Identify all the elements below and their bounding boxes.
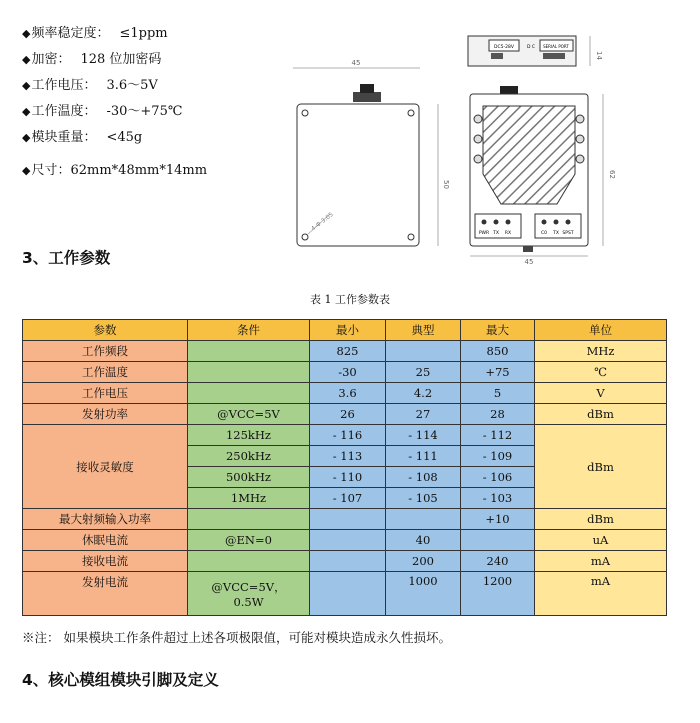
min-cell: - 110 xyxy=(310,467,386,488)
cond-cell: @VCC=5V xyxy=(188,404,310,425)
pin-label: TX xyxy=(553,231,559,236)
unit-cell: uA xyxy=(535,530,667,551)
typ-cell: 1000 xyxy=(386,572,461,616)
param-cell: 工作温度 xyxy=(23,362,188,383)
min-cell: -30 xyxy=(310,362,386,383)
unit-cell: MHz xyxy=(535,341,667,362)
min-cell xyxy=(310,530,386,551)
led-label: PWR xyxy=(478,231,490,236)
front-width-dimension: 45 xyxy=(524,258,534,266)
side-dimension: 14 xyxy=(595,51,603,60)
max-cell: 850 xyxy=(461,341,535,362)
side-view xyxy=(468,36,603,66)
min-cell: 825 xyxy=(310,341,386,362)
min-cell: 26 xyxy=(310,404,386,425)
height-dimension: 50 xyxy=(442,180,450,189)
cond-cell xyxy=(188,572,310,616)
cond-cell: 250kHz xyxy=(188,446,310,467)
table-row xyxy=(23,530,667,551)
typ-cell xyxy=(386,509,461,530)
unit-cell: dBm xyxy=(535,404,667,425)
header-cell: 最小 xyxy=(310,320,386,341)
max-cell: +75 xyxy=(461,362,535,383)
top-view xyxy=(293,59,450,246)
min-cell: - 107 xyxy=(310,488,386,509)
min-cell: 3.6 xyxy=(310,383,386,404)
param-cell: 工作电压 xyxy=(23,383,188,404)
max-cell: 5 xyxy=(461,383,535,404)
min-cell: - 113 xyxy=(310,446,386,467)
table-caption: 表 1 工作参数表 xyxy=(310,293,390,306)
header-cell: 参数 xyxy=(23,320,188,341)
table-row xyxy=(23,572,667,616)
warning-note: ※注： 如果模块工作条件超过上述各项极限值，可能对模块造成永久性损坏。 xyxy=(22,630,451,645)
header-cell: 条件 xyxy=(188,320,310,341)
typ-cell: 40 xyxy=(386,530,461,551)
unit-cell: V xyxy=(535,383,667,404)
unit-cell: dBm xyxy=(535,425,667,509)
max-cell: 28 xyxy=(461,404,535,425)
table-row xyxy=(23,341,667,362)
cond-cell: 1MHz xyxy=(188,488,310,509)
max-cell: - 106 xyxy=(461,467,535,488)
pin-label: C0 xyxy=(540,231,548,236)
typ-cell: 27 xyxy=(386,404,461,425)
led-label: TX xyxy=(493,231,499,236)
param-cell: 工作频段 xyxy=(23,341,188,362)
min-cell xyxy=(310,551,386,572)
cond-cell: @EN=0 xyxy=(188,530,310,551)
typ-cell: 25 xyxy=(386,362,461,383)
max-cell: - 103 xyxy=(461,488,535,509)
cond-line: @VCC=5V， xyxy=(211,579,286,594)
typ-cell: - 114 xyxy=(386,425,461,446)
typ-cell: 200 xyxy=(386,551,461,572)
typ-cell xyxy=(386,341,461,362)
table-row xyxy=(23,509,667,530)
spec-item: ◆频率稳定度： ≤1ppm xyxy=(22,26,168,41)
typ-cell: 4.2 xyxy=(386,383,461,404)
max-cell: +10 xyxy=(461,509,535,530)
cond-cell xyxy=(188,362,310,383)
front-height-dimension: 62 xyxy=(608,170,616,179)
max-cell: 1200 xyxy=(461,572,535,616)
min-cell: - 116 xyxy=(310,425,386,446)
port-label: DC5-28V xyxy=(494,45,514,50)
unit-cell: mA xyxy=(535,551,667,572)
pin-label: SPST xyxy=(562,231,574,236)
unit-cell: dBm xyxy=(535,509,667,530)
param-cell: 发射功率 xyxy=(23,404,188,425)
port-label: D C xyxy=(526,45,536,50)
spec-item: ◆尺寸：62mm*48mm*14mm xyxy=(22,163,208,178)
cond-cell xyxy=(188,551,310,572)
table-row xyxy=(23,362,667,383)
table-header-row xyxy=(23,320,667,341)
param-cell: 最大射频输入功率 xyxy=(23,509,188,530)
typ-cell: - 111 xyxy=(386,446,461,467)
parameter-table xyxy=(22,319,667,616)
cond-cell xyxy=(188,509,310,530)
front-view xyxy=(470,86,616,266)
param-cell: 接收电流 xyxy=(23,551,188,572)
spec-item: ◆工作电压： 3.6～5V xyxy=(22,78,158,93)
header-cell: 单位 xyxy=(535,320,667,341)
cond-line: 0.5W xyxy=(233,594,264,609)
hole-note: 4-Φ 3.05 xyxy=(309,211,335,233)
cond-cell xyxy=(188,341,310,362)
table-row xyxy=(23,404,667,425)
mechanical-drawing xyxy=(285,24,625,272)
spec-item: ◆工作温度： -30～+75℃ xyxy=(22,104,183,119)
max-cell xyxy=(461,530,535,551)
section-heading: 3、工作参数 xyxy=(22,249,111,267)
header-cell: 典型 xyxy=(386,320,461,341)
param-cell: 接收灵敏度 xyxy=(23,425,188,509)
cond-cell xyxy=(188,383,310,404)
spec-item: ◆模块重量： <45g xyxy=(22,130,143,145)
cond-cell: 125kHz xyxy=(188,425,310,446)
spec-item: ◆加密： 128 位加密码 xyxy=(22,52,162,67)
header-cell: 最大 xyxy=(461,320,535,341)
min-cell xyxy=(310,572,386,616)
unit-cell: ℃ xyxy=(535,362,667,383)
max-cell: - 109 xyxy=(461,446,535,467)
port-label: SERIAL PORT xyxy=(543,44,569,49)
max-cell: 240 xyxy=(461,551,535,572)
table-row xyxy=(23,425,667,446)
typ-cell: - 105 xyxy=(386,488,461,509)
cond-cell: 500kHz xyxy=(188,467,310,488)
section-heading: 4、核心模组模块引脚及定义 xyxy=(22,671,219,689)
max-cell: - 112 xyxy=(461,425,535,446)
param-cell: 休眠电流 xyxy=(23,530,188,551)
table-row xyxy=(23,551,667,572)
table-row xyxy=(23,383,667,404)
width-dimension: 45 xyxy=(351,59,361,67)
unit-cell: mA xyxy=(535,572,667,616)
param-cell: 发射电流 xyxy=(23,572,188,616)
led-label: RX xyxy=(504,231,512,236)
typ-cell: - 108 xyxy=(386,467,461,488)
min-cell xyxy=(310,509,386,530)
